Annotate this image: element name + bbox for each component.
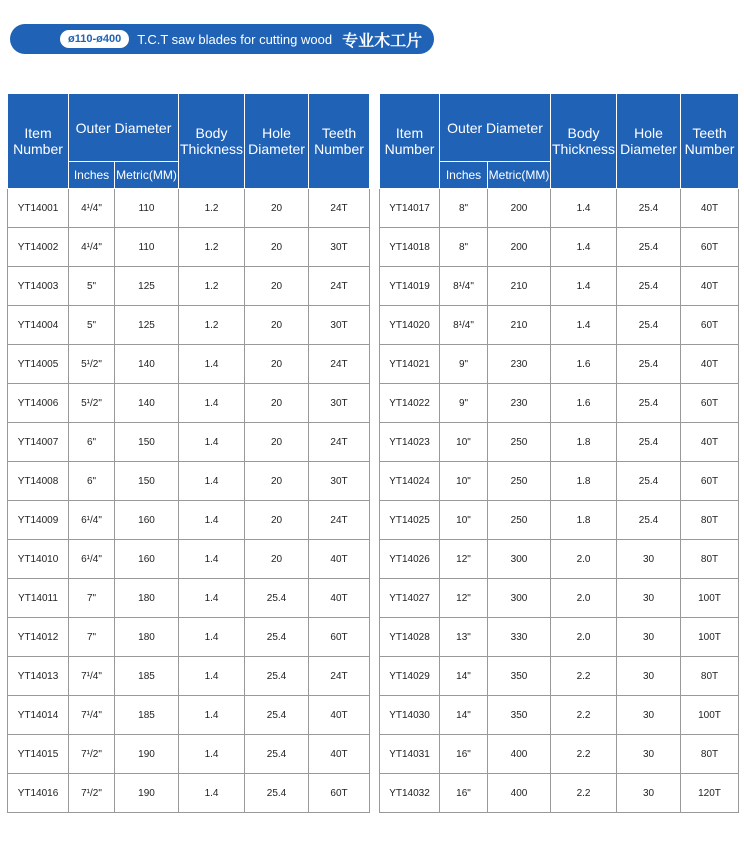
cell-item-number: YT14007 bbox=[8, 423, 69, 462]
cell-body-thickness: 1.6 bbox=[551, 345, 617, 384]
cell-inches: 7¹/4" bbox=[69, 657, 115, 696]
header-inches: Inches bbox=[440, 162, 488, 189]
cell-metric: 160 bbox=[115, 540, 179, 579]
table-row bbox=[380, 345, 739, 384]
cell-teeth-number: 60T bbox=[309, 618, 370, 657]
cell-metric: 300 bbox=[488, 540, 551, 579]
cell-inches: 14" bbox=[440, 657, 488, 696]
cell-item-number: YT14016 bbox=[8, 774, 69, 813]
cell-item-number: YT14004 bbox=[8, 306, 69, 345]
cell-metric: 125 bbox=[115, 306, 179, 345]
cell-hole-diameter: 20 bbox=[245, 501, 309, 540]
cell-inches: 5¹/2" bbox=[69, 345, 115, 384]
cell-body-thickness: 1.4 bbox=[179, 618, 245, 657]
header-teeth-number: Teeth Number bbox=[309, 94, 370, 189]
cell-item-number: YT14017 bbox=[380, 189, 440, 228]
cell-body-thickness: 1.2 bbox=[179, 228, 245, 267]
cell-item-number: YT14003 bbox=[8, 267, 69, 306]
cell-teeth-number: 100T bbox=[681, 618, 739, 657]
header-outer-diameter: Outer Diameter bbox=[69, 94, 179, 162]
header-inches: Inches bbox=[69, 162, 115, 189]
spec-table-right bbox=[379, 93, 739, 813]
table-row bbox=[8, 267, 370, 306]
cell-body-thickness: 1.8 bbox=[551, 423, 617, 462]
cell-inches: 8¹/4" bbox=[440, 267, 488, 306]
cell-inches: 7¹/2" bbox=[69, 735, 115, 774]
cell-metric: 125 bbox=[115, 267, 179, 306]
header-outer-diameter: Outer Diameter bbox=[440, 94, 551, 162]
cell-metric: 350 bbox=[488, 696, 551, 735]
table-row bbox=[380, 228, 739, 267]
cell-inches: 6¹/4" bbox=[69, 501, 115, 540]
cell-inches: 16" bbox=[440, 774, 488, 813]
cell-item-number: YT14029 bbox=[380, 657, 440, 696]
header-item-number: Item Number bbox=[380, 94, 440, 189]
cell-hole-diameter: 25.4 bbox=[617, 423, 681, 462]
cell-inches: 8" bbox=[440, 189, 488, 228]
table-row bbox=[380, 696, 739, 735]
header-body-thickness: Body Thickness bbox=[179, 94, 245, 189]
table-row bbox=[380, 579, 739, 618]
cell-item-number: YT14027 bbox=[380, 579, 440, 618]
cell-metric: 180 bbox=[115, 618, 179, 657]
cell-item-number: YT14024 bbox=[380, 462, 440, 501]
cell-body-thickness: 1.4 bbox=[179, 501, 245, 540]
table-row bbox=[8, 384, 370, 423]
cell-metric: 185 bbox=[115, 696, 179, 735]
cell-metric: 330 bbox=[488, 618, 551, 657]
cell-item-number: YT14008 bbox=[8, 462, 69, 501]
table-row bbox=[8, 306, 370, 345]
table-row bbox=[380, 462, 739, 501]
cell-metric: 140 bbox=[115, 384, 179, 423]
cell-metric: 300 bbox=[488, 579, 551, 618]
cell-item-number: YT14011 bbox=[8, 579, 69, 618]
cell-teeth-number: 40T bbox=[309, 540, 370, 579]
cell-body-thickness: 1.4 bbox=[179, 579, 245, 618]
header-teeth-number: Teeth Number bbox=[681, 94, 739, 189]
cell-teeth-number: 30T bbox=[309, 462, 370, 501]
cell-hole-diameter: 30 bbox=[617, 657, 681, 696]
cell-metric: 185 bbox=[115, 657, 179, 696]
cell-metric: 190 bbox=[115, 735, 179, 774]
cell-hole-diameter: 25.4 bbox=[617, 384, 681, 423]
cell-inches: 9" bbox=[440, 345, 488, 384]
cell-inches: 6" bbox=[69, 423, 115, 462]
cell-metric: 250 bbox=[488, 423, 551, 462]
cell-metric: 110 bbox=[115, 228, 179, 267]
cell-inches: 7" bbox=[69, 618, 115, 657]
cell-hole-diameter: 20 bbox=[245, 423, 309, 462]
table-row bbox=[8, 189, 370, 228]
cell-body-thickness: 1.2 bbox=[179, 306, 245, 345]
cell-body-thickness: 1.2 bbox=[179, 267, 245, 306]
cell-item-number: YT14020 bbox=[380, 306, 440, 345]
cell-hole-diameter: 30 bbox=[617, 540, 681, 579]
cell-metric: 150 bbox=[115, 462, 179, 501]
cell-inches: 7¹/2" bbox=[69, 774, 115, 813]
cell-teeth-number: 24T bbox=[309, 501, 370, 540]
cell-teeth-number: 80T bbox=[681, 540, 739, 579]
cell-body-thickness: 1.4 bbox=[179, 384, 245, 423]
cell-teeth-number: 100T bbox=[681, 579, 739, 618]
cell-hole-diameter: 20 bbox=[245, 540, 309, 579]
table-row bbox=[380, 423, 739, 462]
table-row bbox=[8, 735, 370, 774]
cell-body-thickness: 1.4 bbox=[179, 423, 245, 462]
cell-body-thickness: 2.0 bbox=[551, 540, 617, 579]
cell-inches: 5" bbox=[69, 306, 115, 345]
header-hole-diameter: Hole Diameter bbox=[245, 94, 309, 189]
cell-item-number: YT14019 bbox=[380, 267, 440, 306]
cell-metric: 230 bbox=[488, 384, 551, 423]
cell-inches: 7" bbox=[69, 579, 115, 618]
cell-inches: 13" bbox=[440, 618, 488, 657]
cell-teeth-number: 30T bbox=[309, 384, 370, 423]
cell-teeth-number: 60T bbox=[309, 774, 370, 813]
table-row bbox=[380, 618, 739, 657]
table-row bbox=[380, 735, 739, 774]
cell-hole-diameter: 30 bbox=[617, 618, 681, 657]
cell-item-number: YT14022 bbox=[380, 384, 440, 423]
cell-inches: 10" bbox=[440, 501, 488, 540]
cell-body-thickness: 2.2 bbox=[551, 696, 617, 735]
cell-teeth-number: 24T bbox=[309, 345, 370, 384]
table-row bbox=[380, 657, 739, 696]
title-banner bbox=[10, 24, 434, 54]
table-row bbox=[380, 189, 739, 228]
table-row bbox=[8, 345, 370, 384]
cell-hole-diameter: 25.4 bbox=[617, 462, 681, 501]
table-row bbox=[8, 423, 370, 462]
cell-teeth-number: 80T bbox=[681, 657, 739, 696]
table-row bbox=[380, 306, 739, 345]
cell-teeth-number: 80T bbox=[681, 735, 739, 774]
table-row bbox=[8, 579, 370, 618]
cell-body-thickness: 2.0 bbox=[551, 618, 617, 657]
cell-inches: 8¹/4" bbox=[440, 306, 488, 345]
cell-metric: 210 bbox=[488, 306, 551, 345]
cell-inches: 16" bbox=[440, 735, 488, 774]
cell-teeth-number: 60T bbox=[681, 306, 739, 345]
cell-teeth-number: 40T bbox=[309, 696, 370, 735]
cell-body-thickness: 1.4 bbox=[179, 345, 245, 384]
cell-item-number: YT14018 bbox=[380, 228, 440, 267]
cell-body-thickness: 1.8 bbox=[551, 462, 617, 501]
cell-metric: 250 bbox=[488, 501, 551, 540]
cell-teeth-number: 40T bbox=[681, 267, 739, 306]
cell-teeth-number: 120T bbox=[681, 774, 739, 813]
cell-inches: 12" bbox=[440, 540, 488, 579]
cell-hole-diameter: 25.4 bbox=[617, 345, 681, 384]
cell-item-number: YT14031 bbox=[380, 735, 440, 774]
cell-metric: 150 bbox=[115, 423, 179, 462]
table-row bbox=[8, 540, 370, 579]
cell-inches: 9" bbox=[440, 384, 488, 423]
cell-inches: 5" bbox=[69, 267, 115, 306]
cell-inches: 6" bbox=[69, 462, 115, 501]
cell-body-thickness: 1.2 bbox=[179, 189, 245, 228]
table-row bbox=[380, 267, 739, 306]
cell-teeth-number: 60T bbox=[681, 228, 739, 267]
cell-inches: 5¹/2" bbox=[69, 384, 115, 423]
cell-teeth-number: 80T bbox=[681, 501, 739, 540]
cell-hole-diameter: 20 bbox=[245, 306, 309, 345]
cell-inches: 10" bbox=[440, 462, 488, 501]
cell-hole-diameter: 25.4 bbox=[617, 189, 681, 228]
cell-item-number: YT14021 bbox=[380, 345, 440, 384]
cell-metric: 350 bbox=[488, 657, 551, 696]
cell-hole-diameter: 25.4 bbox=[617, 501, 681, 540]
cell-inches: 6¹/4" bbox=[69, 540, 115, 579]
cell-hole-diameter: 25.4 bbox=[617, 306, 681, 345]
cell-inches: 14" bbox=[440, 696, 488, 735]
cell-teeth-number: 40T bbox=[309, 735, 370, 774]
banner-title: T.C.T saw blades for cutting wood bbox=[137, 31, 333, 47]
header-hole-diameter: Hole Diameter bbox=[617, 94, 681, 189]
cell-hole-diameter: 30 bbox=[617, 735, 681, 774]
cell-hole-diameter: 30 bbox=[617, 696, 681, 735]
table-row bbox=[8, 618, 370, 657]
cell-item-number: YT14010 bbox=[8, 540, 69, 579]
cell-body-thickness: 1.4 bbox=[551, 306, 617, 345]
cell-body-thickness: 2.0 bbox=[551, 579, 617, 618]
cell-body-thickness: 1.4 bbox=[551, 189, 617, 228]
header-body-thickness: Body Thickness bbox=[551, 94, 617, 189]
cell-metric: 230 bbox=[488, 345, 551, 384]
cell-metric: 200 bbox=[488, 189, 551, 228]
cell-body-thickness: 1.4 bbox=[179, 657, 245, 696]
table-row bbox=[380, 384, 739, 423]
table-row bbox=[380, 774, 739, 813]
cell-teeth-number: 30T bbox=[309, 228, 370, 267]
cell-hole-diameter: 25.4 bbox=[245, 579, 309, 618]
cell-hole-diameter: 20 bbox=[245, 189, 309, 228]
cell-hole-diameter: 25.4 bbox=[245, 657, 309, 696]
cell-item-number: YT14030 bbox=[380, 696, 440, 735]
cell-item-number: YT14002 bbox=[8, 228, 69, 267]
cell-item-number: YT14025 bbox=[380, 501, 440, 540]
cell-inches: 4¹/4" bbox=[69, 189, 115, 228]
table-row bbox=[380, 540, 739, 579]
cell-body-thickness: 2.2 bbox=[551, 774, 617, 813]
cell-body-thickness: 1.4 bbox=[179, 462, 245, 501]
cell-teeth-number: 100T bbox=[681, 696, 739, 735]
cell-teeth-number: 40T bbox=[681, 345, 739, 384]
cell-item-number: YT14012 bbox=[8, 618, 69, 657]
cell-hole-diameter: 20 bbox=[245, 462, 309, 501]
header-item-number: Item Number bbox=[8, 94, 69, 189]
cell-teeth-number: 24T bbox=[309, 657, 370, 696]
cell-item-number: YT14014 bbox=[8, 696, 69, 735]
cell-metric: 180 bbox=[115, 579, 179, 618]
cell-metric: 190 bbox=[115, 774, 179, 813]
cell-hole-diameter: 25.4 bbox=[245, 774, 309, 813]
cell-body-thickness: 1.4 bbox=[179, 735, 245, 774]
cell-metric: 250 bbox=[488, 462, 551, 501]
cell-inches: 4¹/4" bbox=[69, 228, 115, 267]
cell-item-number: YT14026 bbox=[380, 540, 440, 579]
cell-item-number: YT14005 bbox=[8, 345, 69, 384]
cell-metric: 160 bbox=[115, 501, 179, 540]
table-row bbox=[8, 774, 370, 813]
cell-hole-diameter: 20 bbox=[245, 228, 309, 267]
table-row bbox=[8, 501, 370, 540]
cell-body-thickness: 1.4 bbox=[179, 774, 245, 813]
cell-item-number: YT14015 bbox=[8, 735, 69, 774]
cell-body-thickness: 1.4 bbox=[551, 228, 617, 267]
cell-inches: 7¹/4" bbox=[69, 696, 115, 735]
cell-body-thickness: 2.2 bbox=[551, 657, 617, 696]
cell-teeth-number: 24T bbox=[309, 423, 370, 462]
cell-body-thickness: 1.4 bbox=[179, 696, 245, 735]
cell-item-number: YT14009 bbox=[8, 501, 69, 540]
cell-metric: 140 bbox=[115, 345, 179, 384]
cell-hole-diameter: 20 bbox=[245, 384, 309, 423]
cell-metric: 210 bbox=[488, 267, 551, 306]
cell-hole-diameter: 25.4 bbox=[245, 735, 309, 774]
cell-metric: 400 bbox=[488, 774, 551, 813]
cell-teeth-number: 24T bbox=[309, 189, 370, 228]
cell-body-thickness: 1.6 bbox=[551, 384, 617, 423]
cell-item-number: YT14023 bbox=[380, 423, 440, 462]
cell-item-number: YT14028 bbox=[380, 618, 440, 657]
cell-hole-diameter: 20 bbox=[245, 345, 309, 384]
spec-table-left bbox=[7, 93, 370, 813]
cell-teeth-number: 40T bbox=[309, 579, 370, 618]
cell-body-thickness: 2.2 bbox=[551, 735, 617, 774]
table-row bbox=[8, 228, 370, 267]
cell-body-thickness: 1.8 bbox=[551, 501, 617, 540]
cell-metric: 400 bbox=[488, 735, 551, 774]
cell-hole-diameter: 25.4 bbox=[617, 267, 681, 306]
cell-hole-diameter: 25.4 bbox=[245, 696, 309, 735]
cell-teeth-number: 60T bbox=[681, 384, 739, 423]
header-metric: Metric(MM) bbox=[488, 162, 551, 189]
cell-item-number: YT14006 bbox=[8, 384, 69, 423]
cell-hole-diameter: 20 bbox=[245, 267, 309, 306]
table-row bbox=[8, 696, 370, 735]
cell-item-number: YT14032 bbox=[380, 774, 440, 813]
cell-hole-diameter: 30 bbox=[617, 579, 681, 618]
cell-item-number: YT14001 bbox=[8, 189, 69, 228]
cell-body-thickness: 1.4 bbox=[179, 540, 245, 579]
cell-inches: 12" bbox=[440, 579, 488, 618]
cell-teeth-number: 24T bbox=[309, 267, 370, 306]
cell-metric: 200 bbox=[488, 228, 551, 267]
table-row bbox=[380, 501, 739, 540]
cell-metric: 110 bbox=[115, 189, 179, 228]
cell-teeth-number: 40T bbox=[681, 189, 739, 228]
cell-inches: 8" bbox=[440, 228, 488, 267]
cell-inches: 10" bbox=[440, 423, 488, 462]
cell-hole-diameter: 25.4 bbox=[245, 618, 309, 657]
header-metric: Metric(MM) bbox=[115, 162, 179, 189]
banner-title-cn: 专业木工片 bbox=[342, 32, 423, 50]
cell-hole-diameter: 30 bbox=[617, 774, 681, 813]
cell-hole-diameter: 25.4 bbox=[617, 228, 681, 267]
cell-teeth-number: 60T bbox=[681, 462, 739, 501]
cell-teeth-number: 40T bbox=[681, 423, 739, 462]
diameter-range-badge: ø110-ø400 bbox=[60, 30, 129, 48]
table-row bbox=[8, 462, 370, 501]
cell-item-number: YT14013 bbox=[8, 657, 69, 696]
cell-body-thickness: 1.4 bbox=[551, 267, 617, 306]
cell-teeth-number: 30T bbox=[309, 306, 370, 345]
table-row bbox=[8, 657, 370, 696]
